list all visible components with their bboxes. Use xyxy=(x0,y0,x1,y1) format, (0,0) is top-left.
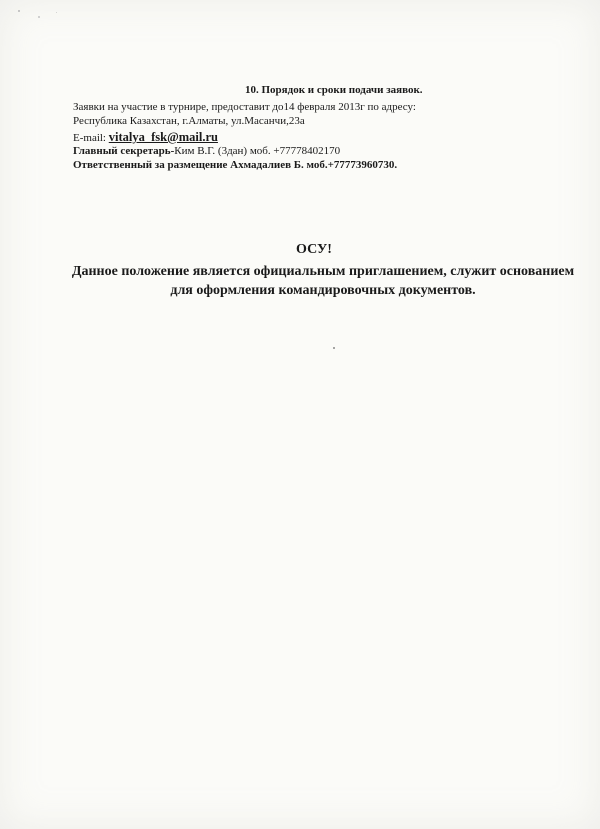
notice-heading: ОСУ! xyxy=(296,242,332,257)
responsible-line: Ответственный за размещение Ахмадалиев Б. моб.+77773960730. xyxy=(73,159,398,171)
email-label: E-mail: xyxy=(73,132,109,144)
submission-deadline-line: Заявки на участие в турнире, предоставит до14 февраля 2013г по адресу: xyxy=(73,101,416,113)
notice-text: Данное положение является официальным приглашением, служит основанием для оформления командировочных документов. xyxy=(71,264,575,298)
section-title: 10. Порядок и сроки подачи заявок. xyxy=(245,84,423,96)
scan-speck xyxy=(333,347,335,349)
secretary-contact: Ким В.Г. (3дан) моб. +77778402170 xyxy=(174,145,341,157)
secretary-line xyxy=(73,144,340,158)
scan-speck xyxy=(56,12,57,13)
secretary-label: Главный секретарь- xyxy=(73,145,175,157)
address-line: Республика Казахстан, г.Алматы, ул.Масанчи,23а xyxy=(73,115,305,127)
email-line xyxy=(73,130,218,145)
scan-speck xyxy=(38,16,40,18)
scan-speck xyxy=(18,10,20,12)
email-link[interactable]: vitalya_fsk@mail.ru xyxy=(108,130,218,144)
